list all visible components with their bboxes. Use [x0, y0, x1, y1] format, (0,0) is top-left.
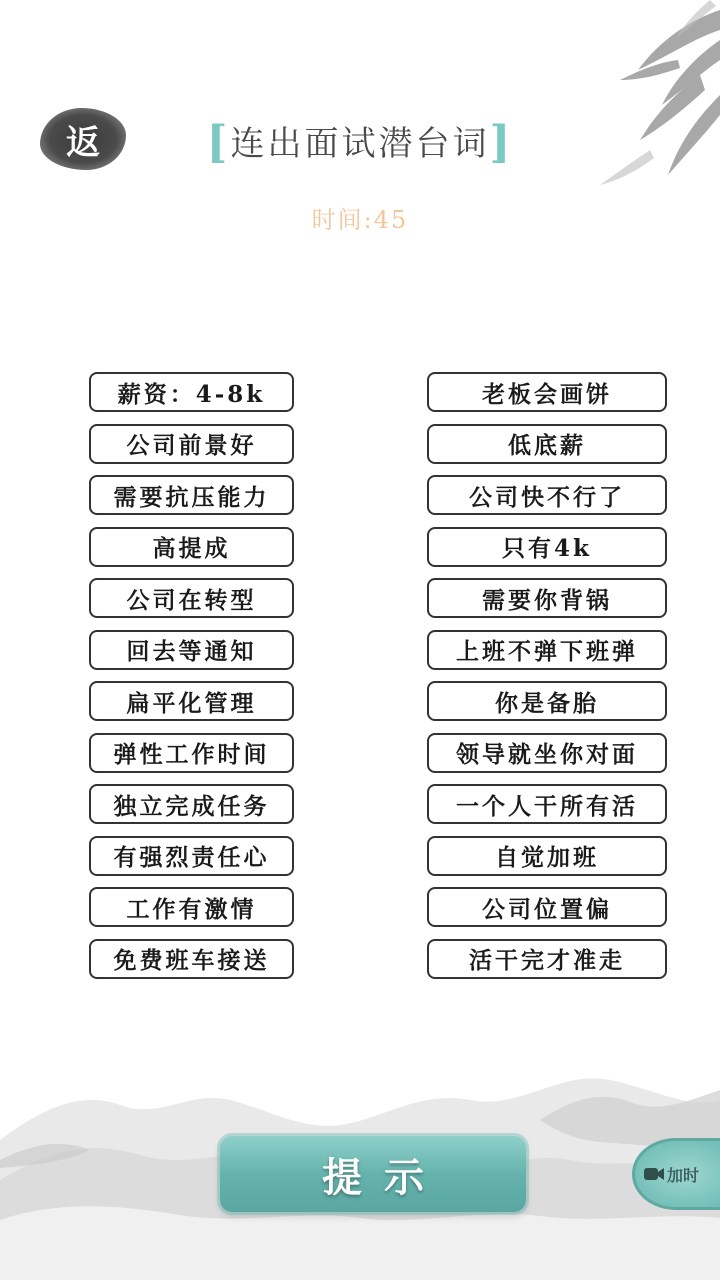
- title-text: 连出面试潜台词: [230, 124, 490, 164]
- left-card[interactable]: 公司前景好: [89, 424, 294, 464]
- timer-label: 时间:: [311, 206, 374, 234]
- bamboo-decoration: [580, 0, 720, 200]
- right-card[interactable]: 上班不弹下班弹: [427, 630, 667, 670]
- left-card[interactable]: 需要抗压能力: [89, 475, 294, 515]
- timer: [0, 200, 720, 235]
- left-card[interactable]: 弹性工作时间: [89, 733, 294, 773]
- video-icon: [643, 1166, 665, 1182]
- left-card[interactable]: 回去等通知: [89, 630, 294, 670]
- level-title: [0, 116, 720, 168]
- hint-button[interactable]: [220, 1136, 526, 1212]
- timer-value: 45: [373, 206, 409, 234]
- hint-label: 提示: [322, 1153, 446, 1201]
- right-card[interactable]: 一个人干所有活: [427, 784, 667, 824]
- left-card[interactable]: 扁平化管理: [89, 681, 294, 721]
- right-card[interactable]: 公司位置偏: [427, 887, 667, 927]
- left-card[interactable]: 独立完成任务: [89, 784, 294, 824]
- right-card[interactable]: 只有4k: [427, 527, 667, 567]
- left-card[interactable]: 免费班车接送: [89, 939, 294, 979]
- add-time-button[interactable]: [632, 1138, 720, 1210]
- right-card[interactable]: 老板会画饼: [427, 372, 667, 412]
- left-card[interactable]: 公司在转型: [89, 578, 294, 618]
- right-card[interactable]: 你是备胎: [427, 681, 667, 721]
- right-card[interactable]: 自觉加班: [427, 836, 667, 876]
- left-card[interactable]: 薪资：4-8k: [89, 372, 294, 412]
- right-card-column: [427, 372, 667, 990]
- right-card[interactable]: 活干完才准走: [427, 939, 667, 979]
- left-card[interactable]: 高提成: [89, 527, 294, 567]
- left-card[interactable]: 有强烈责任心: [89, 836, 294, 876]
- right-card[interactable]: 需要你背锅: [427, 578, 667, 618]
- add-time-label: 加时: [667, 1165, 700, 1185]
- title-open-bracket: [: [206, 117, 231, 168]
- left-card-column: [89, 372, 294, 990]
- right-card[interactable]: 领导就坐你对面: [427, 733, 667, 773]
- title-close-bracket: ]: [489, 117, 514, 168]
- right-card[interactable]: 低底薪: [427, 424, 667, 464]
- right-card[interactable]: 公司快不行了: [427, 475, 667, 515]
- left-card[interactable]: 工作有激情: [89, 887, 294, 927]
- back-label: 返: [66, 122, 100, 163]
